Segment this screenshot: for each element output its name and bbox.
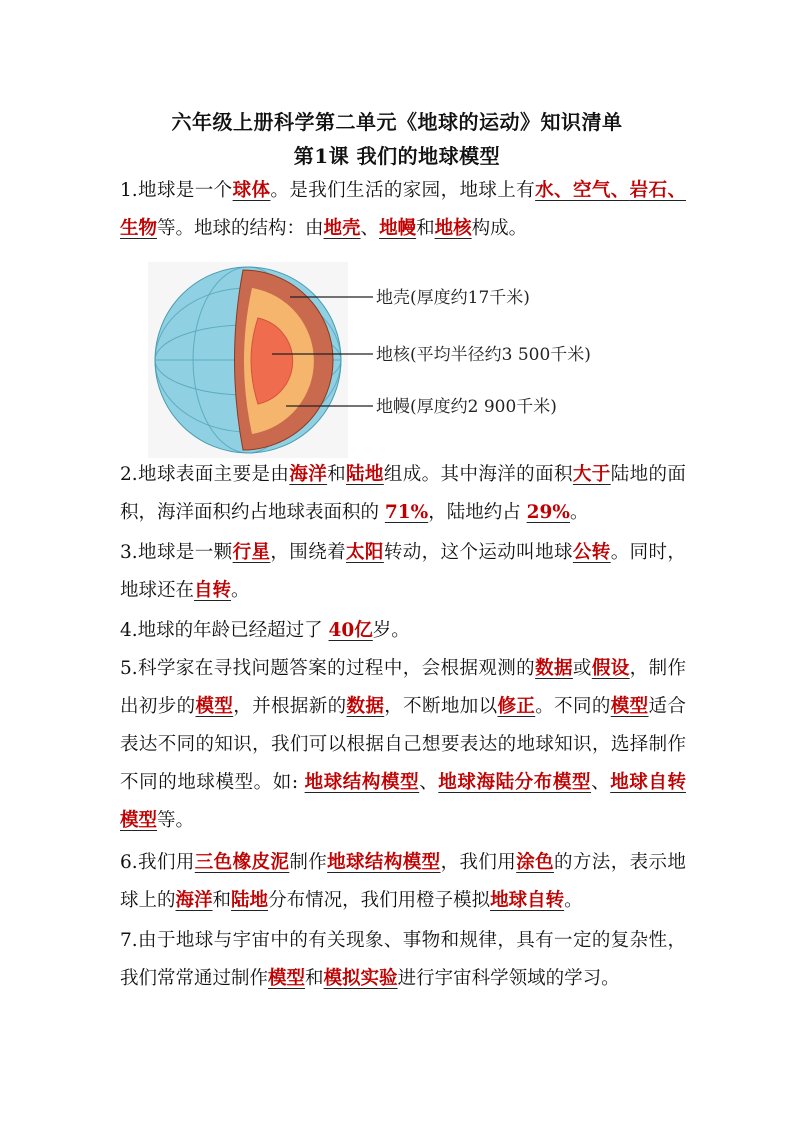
answer-keyword: 自转 [194,580,232,601]
item-text: 。是我们生活的家园，地球上有 [270,180,536,201]
item-text: 转动，这个运动叫地球 [383,542,573,563]
item-5 [120,650,686,840]
answer-keyword: 29% [526,502,570,523]
item-text: 分布情况，我们用橙子模拟 [268,890,491,911]
answer-keyword: 海洋 [175,890,213,911]
item-text: 6.我们用 [120,852,195,873]
page-title: 六年级上册科学第二单元《地球的运动》知识清单 [171,110,623,134]
earth-structure-diagram [148,262,648,458]
item-text: 岁。 [372,620,410,641]
item-text: 7.由于地球与宇宙中的有关现象、事物和规律，具有一定的复杂性，我们常常通过制作 [120,930,686,989]
answer-keyword: 模拟实验 [323,968,398,989]
item-text: 或 [572,658,592,679]
item-text: 等。 [157,810,195,831]
answer-keyword: 71% [384,502,429,523]
answer-keyword: 陆地 [231,890,269,911]
item-text: ，陆地约占 [428,502,527,523]
answer-keyword: 太阳 [346,542,384,563]
answer-keyword: 数据 [535,658,573,679]
item-text: 制作 [289,852,328,873]
answer-keyword: 三色橡皮泥 [194,852,290,873]
item-text: 4.地球的年龄已经超过了 [120,620,329,641]
item-text: ，不断地加以 [384,696,498,717]
answer-keyword: 岩石、生物 [120,180,686,239]
answer-keyword: 假设 [591,658,630,679]
item-text: ，并根据新的 [233,696,347,717]
answer-keyword: 地核 [434,218,472,239]
mantle-label: 地幔(厚度约2 900千米) [376,397,557,417]
answer-keyword: 修正 [497,696,536,717]
answer-keyword: 公转 [572,542,611,563]
item-3 [120,534,686,610]
answer-keyword: 球体 [232,180,271,201]
answer-keyword: 水、空气、 [535,180,630,201]
item-text: 。不同的 [535,696,611,717]
core-label: 地核(平均半径约3 500千米) [376,345,591,365]
item-text: 构成。 [471,218,528,239]
item-text: 3.地球是一颗 [120,542,233,563]
answer-keyword: 模型 [268,968,306,989]
answer-keyword: 陆地 [346,464,384,485]
item-text: 进行宇宙科学领域的学习。 [397,968,620,989]
item-text: 5.科学家在寻找问题答案的过程中，会根据观测的 [120,658,536,679]
item-text: ，制作出初步的 [120,658,686,717]
item-text: 2.地球表面主要是由 [120,464,290,485]
item-text: 。 [569,502,589,523]
crust-label: 地壳(厚度约17千米) [376,288,530,308]
item-text: 、 [591,772,611,793]
answer-keyword: 大于 [572,464,611,485]
item-1 [120,172,686,248]
item-text: 1.地球是一个 [120,180,233,201]
item-text: 。 [564,890,583,911]
answer-keyword: 模型 [610,696,649,717]
item-text: 等。地球的结构：由 [157,218,324,239]
item-text: 、 [360,218,380,239]
item-text: 。同时，地球还在 [120,542,686,601]
item-text: 。 [231,580,250,601]
answer-keyword: 地球自转 [490,890,565,911]
answer-keyword: 行星 [232,542,271,563]
item-text: 适合表达不同的知识，我们可以根据自己想要表达的地球知识，选择制作不同的地球模型。如: [120,696,686,793]
answer-keyword: 地球结构模型 [327,852,441,873]
answer-keyword: 模型 [195,696,234,717]
item-text: 组成。其中海洋的面积 [383,464,573,485]
item-text: 和 [327,464,347,485]
answer-keyword: 40亿 [328,620,373,641]
item-4 [120,612,686,650]
answer-keyword: 地球海陆分布模型 [438,772,592,793]
answer-keyword: 地壳 [323,218,361,239]
answer-keyword: 地幔 [379,218,417,239]
answer-keyword: 涂色 [516,852,554,873]
item-text: 陆地的面积，海洋面积约占地球表面积的 [120,464,686,523]
lesson-title: 第1课 我们的地球模型 [293,144,501,168]
answer-keyword: 海洋 [289,464,328,485]
item-text: 和 [305,968,324,989]
item-7 [120,922,686,998]
item-text: 和 [416,218,435,239]
answer-keyword: 地球结构模型 [304,772,420,793]
answer-keyword: 数据 [346,696,385,717]
answer-keyword: 地球自转模型 [120,772,686,831]
item-6 [120,844,686,920]
item-text: ，我们用 [440,852,517,873]
item-2 [120,456,686,532]
item-text: 的方法，表示地球上的 [120,852,686,911]
item-text: ，围绕着 [270,542,347,563]
item-text: 、 [419,772,439,793]
item-text: 和 [212,890,232,911]
